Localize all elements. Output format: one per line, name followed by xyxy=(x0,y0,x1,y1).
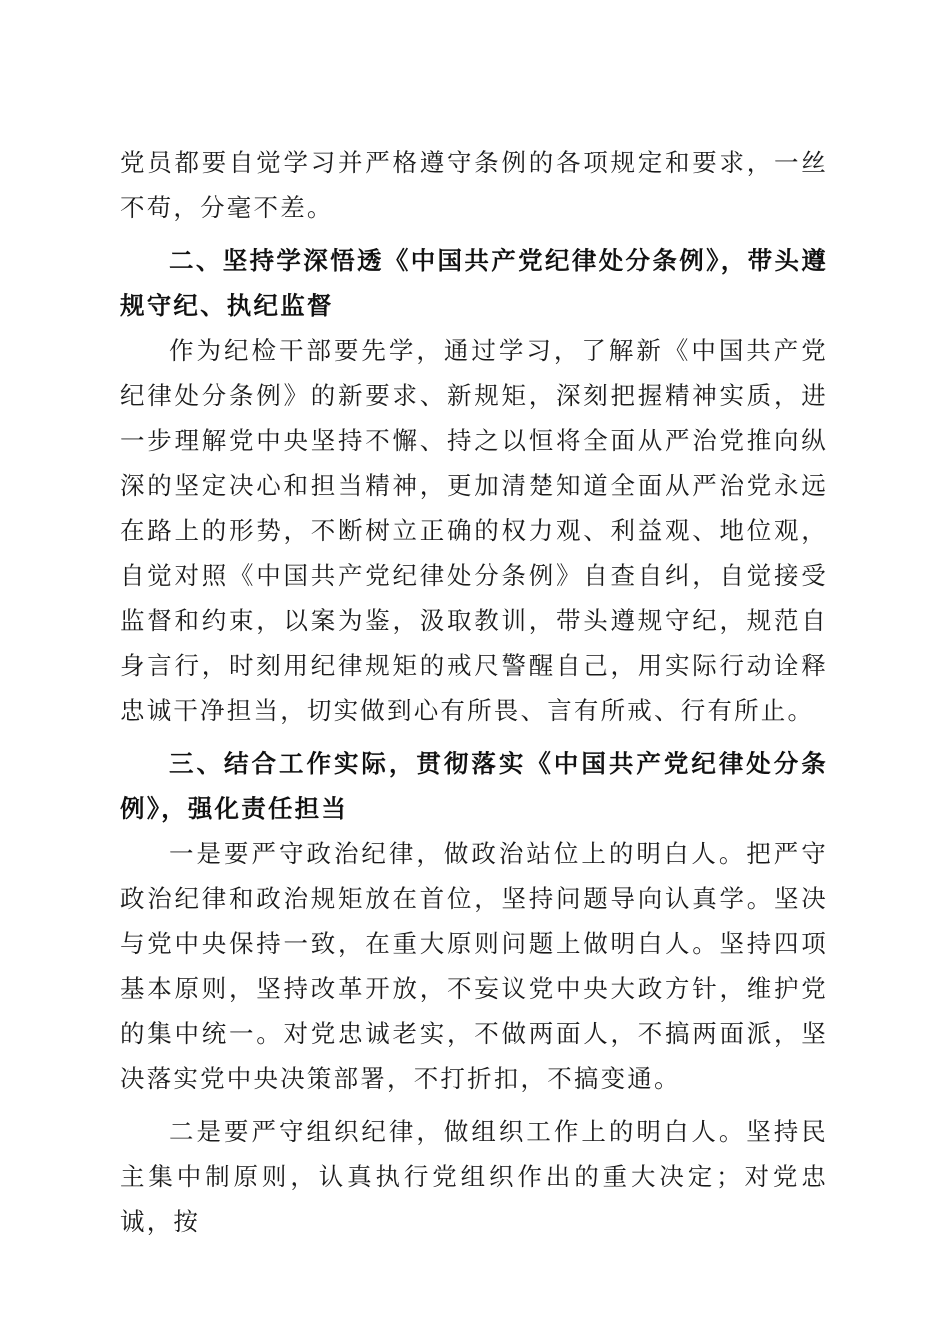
document-body xyxy=(120,140,828,1244)
paragraph-political-discipline: 一是要严守政治纪律，做政治站位上的明白人。把严守政治纪律和政治规矩放在首位，坚持问题导向认真学。坚决与党中央保持一致，在重大原则问题上做明白人。坚持四项基本原则，坚持改革开放，不妄议党中央大政方针，维护党的集中统一。对党忠诚老实，不做两面人，不搞两面派，坚决落实党中央决策部署，不打折扣，不搞变通。 xyxy=(120,839,828,1093)
paragraph-continued: 党员都要自觉学习并严格遵守条例的各项规定和要求，一丝不苟，分毫不差。 xyxy=(120,148,828,222)
section-heading-2: 二、坚持学深悟透《中国共产党纪律处分条例》，带头遵规守纪、执纪监督 xyxy=(120,246,828,320)
paragraph-organizational-discipline: 二是要严守组织纪律，做组织工作上的明白人。坚持民主集中制原则，认真执行党组织作出的重大决定；对党忠诚，按 xyxy=(120,1117,828,1236)
paragraph-section-2: 作为纪检干部要先学，通过学习，了解新《中国共产党纪律处分条例》的新要求、新规矩，深刻把握精神实质，进一步理解党中央坚持不懈、持之以恒将全面从严治党推向纵深的坚定决心和担当精神，更加清楚知道全面从严治党永远在路上的形势，不断树立正确的权力观、利益观、地位观，自觉对照《中国共产党纪律处分条例》自查自纠，自觉接受监督和约束，以案为鉴，汲取教训，带头遵规守纪，规范自身言行，时刻用纪律规矩的戒尺警醒自己，用实际行动诠释忠诚干净担当，切实做到心有所畏、言有所戒、行有所止。 xyxy=(120,336,828,725)
section-heading-3: 三、结合工作实际，贯彻落实《中国共产党纪律处分条例》，强化责任担当 xyxy=(120,749,828,823)
